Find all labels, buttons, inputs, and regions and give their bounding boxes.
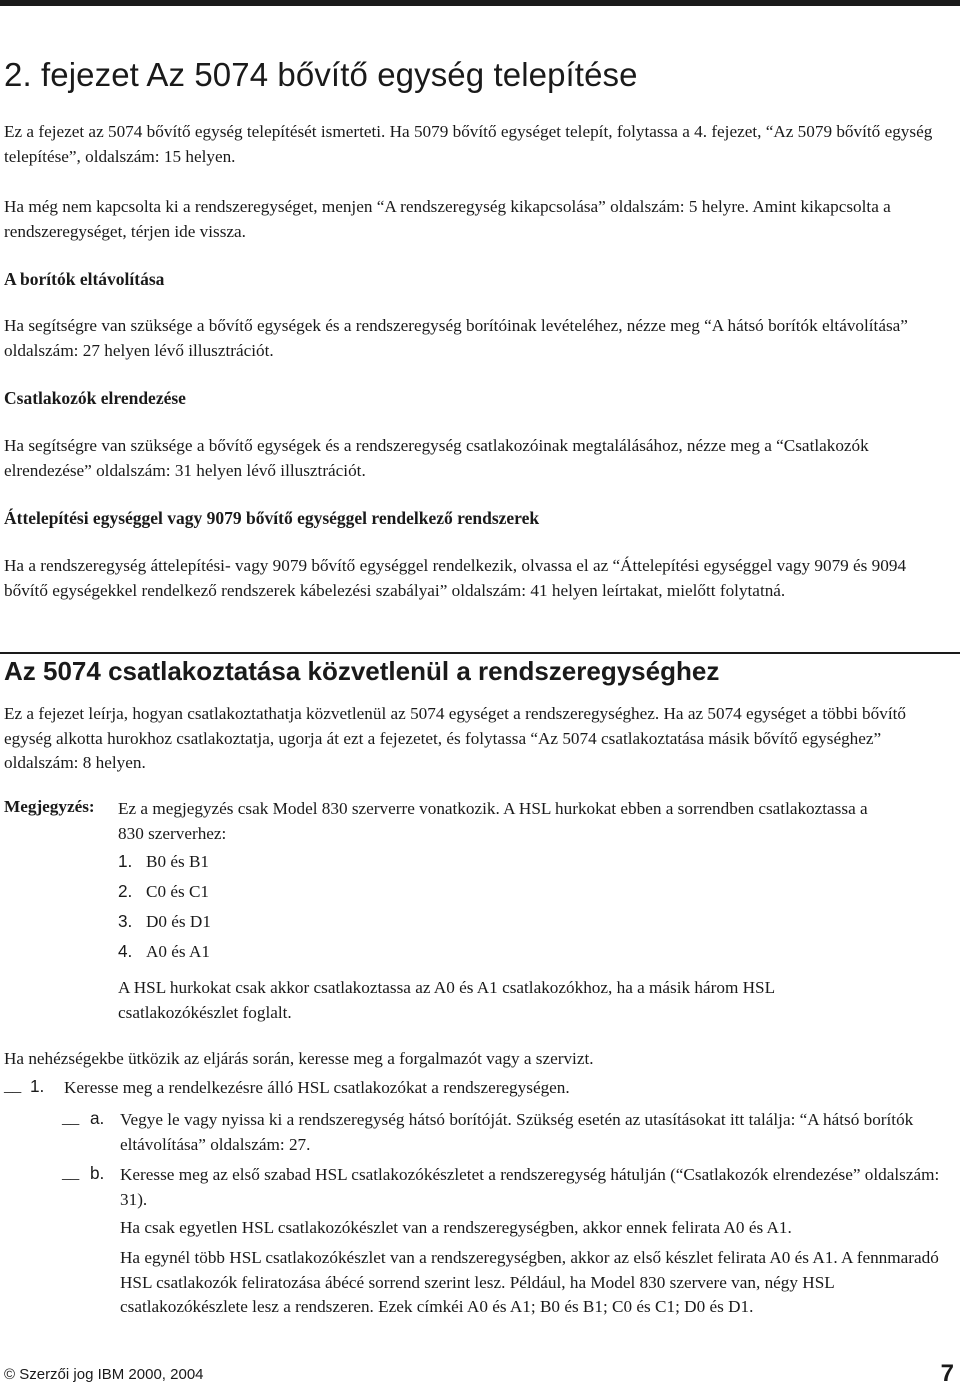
footer-copyright: © Szerzői jog IBM 2000, 2004 xyxy=(4,1366,204,1383)
section-rule xyxy=(0,652,960,654)
page-number: 7 xyxy=(940,1360,954,1387)
step-number: 1. xyxy=(30,1076,45,1096)
list-number: 4. xyxy=(118,941,133,961)
section-2-title: Az 5074 csatlakoztatása közvetlenül a rendszeregységhez xyxy=(4,656,720,686)
list-number: 2. xyxy=(118,881,133,901)
trouble-paragraph: Ha nehézségekbe ütközik az eljárás során, keresse meg a forgalmazót vagy a szervizt. xyxy=(4,1049,594,1068)
step-text: Keresse meg a rendelkezésre álló HSL csatlakozókat a rendszeregységen. xyxy=(64,1078,570,1097)
intro-paragraph-1: Ez a fejezet az 5074 bővítő egység telepítését ismerteti. Ha 5079 bővítő egységet telepít, folytassa a 4. fejezet, “Az 5079 bővítő egység telepítése”, oldalszám: 15 helyen. xyxy=(4,122,933,166)
note-list-item xyxy=(118,911,211,932)
note-label: Megjegyzés: xyxy=(4,797,95,816)
substep-paragraph: Ha csak egyetlen HSL csatlakozókészlet van a rendszeregységben, akkor ennek felirata A0 és A1. xyxy=(120,1218,792,1237)
substep-text: Keresse meg az első szabad HSL csatlakozókészletet a rendszeregység hátulján (“Csatlakozók elrendezése” oldalszám: 31). xyxy=(120,1165,940,1209)
section-text-migration: Ha a rendszeregység áttelepítési- vagy 9079 bővítő egységgel rendelkezik, olvassa el az “Áttelepítési egységgel vagy 9079 és 9094 bővítő egységekkel rendelkező rendszerek kábelezési szabályai” oldalszám: 41 helyen leírtakat, mielőtt folytatná. xyxy=(4,556,907,600)
note-list-item xyxy=(118,851,209,872)
section-2-intro: Ez a fejezet leírja, hogyan csatlakoztathatja közvetlenül az 5074 egységet a rendszeregységhez. Ha az 5074 egységet a többi bővítő egység alkotta hurokhoz csatlakoztatja, ugorja át ezt a fejezetet, és folytassa “Az 5074 csatlakoztatása másik bővítő egységhez” oldalszám: 8 helyen. xyxy=(4,704,906,772)
list-text: B0 és B1 xyxy=(146,852,210,871)
section-text-covers: Ha segítségre van szüksége a bővítő egységek és a rendszeregység borítóinak levételéhez, nézze meg “A hátsó borítók eltávolítása” oldalszám: 27 helyen lévő illusztrációt. xyxy=(4,316,908,360)
substep-text: Vegye le vagy nyissa ki a rendszeregység hátsó borítóját. Szükség esetén az utasításokat itt találja: “A hátsó borítók eltávolítása” oldalszám: 27. xyxy=(120,1110,914,1154)
list-text: C0 és C1 xyxy=(146,882,210,901)
chapter-title: 2. fejezet Az 5074 bővítő egység telepítése xyxy=(4,56,638,93)
note-list-item xyxy=(118,881,209,902)
section-heading-covers: A borítók eltávolítása xyxy=(4,269,165,289)
substep-paragraph: Ha egynél több HSL csatlakozókészlet van a rendszeregységben, akkor az első készlet felirata A0 és A1. A fennmaradó HSL csatlakozók feliratozása ábécé sorrend szerint lesz. Például, ha Model 830 szervere van, négy HSL csatlakozókészlete lesz a rendszeren. Ezek címkéi A0 és A1; B0 és B1; C0 és C1; D0 és D1. xyxy=(120,1248,939,1316)
list-number: 1. xyxy=(118,851,133,871)
note-after-text: A HSL hurkokat csak akkor csatlakoztassa az A0 és A1 csatlakozókhoz, ha a másik három HSL csatlakozókészlet foglalt. xyxy=(118,978,775,1022)
section-text-connectors: Ha segítségre van szüksége a bővítő egységek és a rendszeregység csatlakozóinak megtalálásához, nézze meg a “Csatlakozók elrendezése” oldalszám: 31 helyen lévő illusztrációt. xyxy=(4,436,869,480)
substep-letter: a. xyxy=(90,1108,105,1128)
list-text: A0 és A1 xyxy=(146,942,210,961)
note-list-item xyxy=(118,941,210,962)
top-rule xyxy=(0,0,960,6)
section-heading-connectors: Csatlakozók elrendezése xyxy=(4,388,186,408)
note-text: Ez a megjegyzés csak Model 830 szerverre vonatkozik. A HSL hurkokat ebben a sorrendben csatlakoztassa a 830 szerverhez: xyxy=(118,799,868,843)
step-checkbox-blank[interactable]: __ xyxy=(62,1108,80,1127)
section-heading-migration: Áttelepítési egységgel vagy 9079 bővítő egységgel rendelkező rendszerek xyxy=(4,508,540,528)
list-number: 3. xyxy=(118,911,133,931)
substep-letter: b. xyxy=(90,1163,105,1183)
list-text: D0 és D1 xyxy=(146,912,211,931)
step-checkbox-blank[interactable]: __ xyxy=(62,1163,80,1182)
intro-paragraph-2: Ha még nem kapcsolta ki a rendszeregységet, menjen “A rendszeregység kikapcsolása” oldalszám: 5 helyre. Amint kikapcsolta a rendszeregységet, térjen ide vissza. xyxy=(4,197,891,241)
step-checkbox-blank[interactable]: __ xyxy=(4,1076,22,1095)
